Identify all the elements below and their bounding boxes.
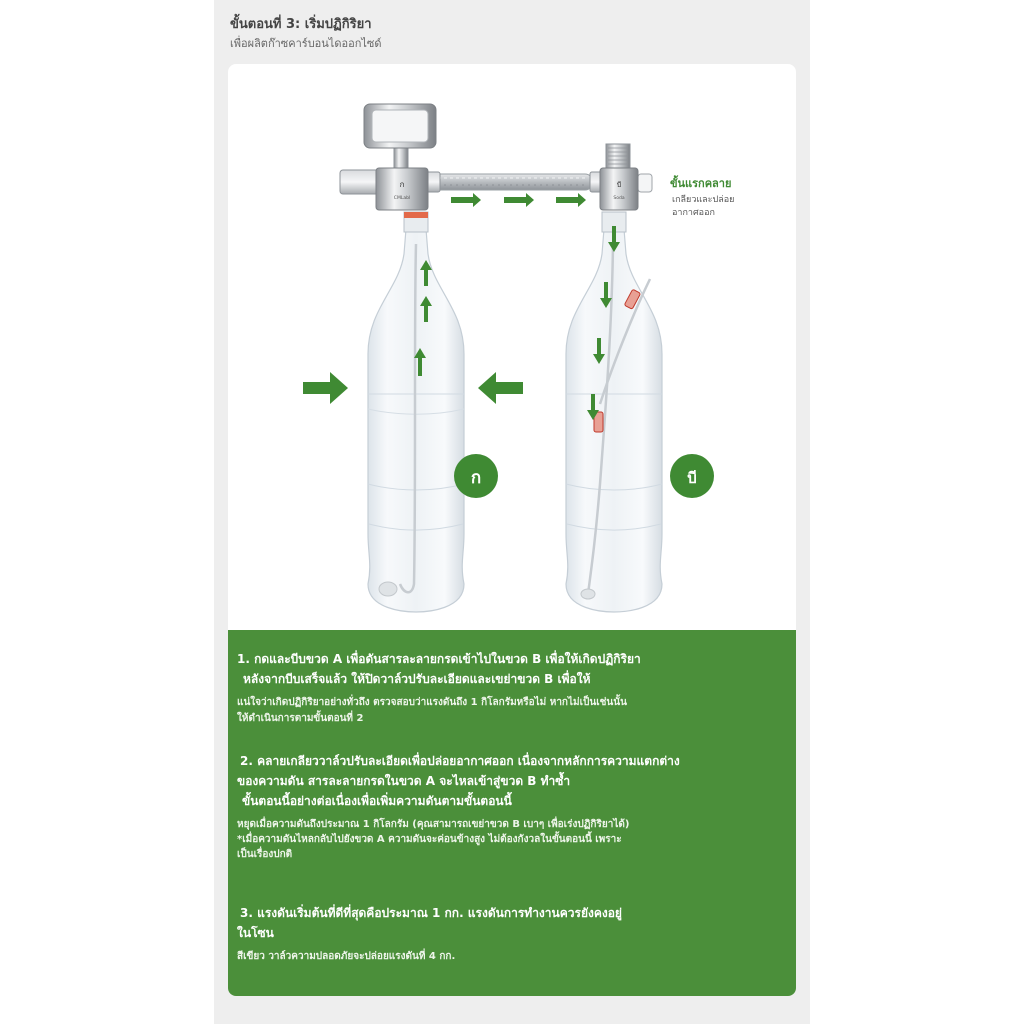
gauge-b-letter: บี bbox=[616, 181, 622, 189]
step-subtitle: เพื่อผลิตก๊าซคาร์บอนไดออกไซด์ bbox=[230, 37, 382, 50]
svg-text:บี: บี bbox=[687, 469, 697, 487]
step1-main-line1: 1. กดและบีบขวด A เพื่อดันสารละลายกรดเข้าไปในขวด B เพื่อให้เกิดปฏิกิริยา bbox=[237, 652, 641, 666]
squeeze-arrow-right bbox=[478, 372, 523, 404]
step1-main-line2: หลังจากบีบเสร็จแล้ว ให้ปิดวาล์วปรับละเอียดและเขย่าขวด B เพื่อให้ bbox=[243, 672, 591, 686]
step2-note-line2: *เมื่อความดันไหลกลับไปยังขวด A ความดันจะค่อนข้างสูง ไม่ต้องกังวลในขั้นตอนนี้ เพราะ bbox=[237, 834, 622, 845]
step2-main-line3: ขั้นตอนนี้อย่างต่อเนื่องเพื่อเพิ่มความดันตามขั้นตอนนี้ bbox=[242, 794, 512, 808]
step1-note-line2: ให้ดำเนินการตามขั้นตอนที่ 2 bbox=[237, 713, 364, 724]
step-title: ขั้นตอนที่ 3: เริ่มปฏิกิริยา bbox=[230, 17, 372, 32]
bottle-b-badge bbox=[670, 454, 714, 498]
bottle-a bbox=[368, 212, 464, 612]
step3-note-line1: สีเขียว วาล์วความปลอดภัยจะปล่อยแรงดันที่ 4 กก. bbox=[237, 951, 456, 962]
content-card bbox=[228, 64, 796, 996]
svg-text:ก: ก bbox=[470, 468, 482, 488]
gauge-b-brand: Soda bbox=[613, 196, 625, 201]
page-header bbox=[230, 14, 794, 52]
bottle-b bbox=[566, 212, 662, 612]
release-sub-2: อากาศออก bbox=[672, 208, 715, 218]
co2-bottle-illustration bbox=[228, 64, 796, 630]
step2-note-line1: หยุดเมื่อความดันถึงประมาณ 1 กิโลกรัม (คุณสามารถเขย่าขวด B เบาๆ เพื่อเร่งปฏิกิริยาได้) bbox=[237, 819, 630, 830]
squeeze-arrow-left bbox=[303, 372, 348, 404]
gauge-a-brand: CMLabl bbox=[393, 196, 411, 201]
regulator-a bbox=[340, 104, 440, 210]
step3-main-line2: ในโซน bbox=[237, 926, 274, 940]
step2-note-line3: เป็นเรื่องปกติ bbox=[237, 849, 293, 860]
release-sub-1: เกลียวและปล่อย bbox=[672, 195, 735, 205]
step3-main-line1: 3. แรงดันเริ่มต้นที่ดีที่สุดคือประมาณ 1 กก. แรงดันการทำงานควรยังคงอยู่ bbox=[240, 906, 622, 920]
gauge-a-letter: ก bbox=[399, 180, 405, 189]
step2-main-line1: 2. คลายเกลียววาล์วปรับละเอียดเพื่อปล่อยอากาศออก เนื่องจากหลักการความแตกต่าง bbox=[240, 754, 680, 768]
instruction-panel bbox=[228, 630, 796, 996]
bottle-a-badge bbox=[454, 454, 498, 498]
step2-main-line2: ของความดัน สารละลายกรดในขวด A จะไหลเข้าสู่ขวด B ทำซ้ำ bbox=[237, 774, 571, 788]
regulator-b bbox=[590, 144, 652, 210]
flow-arrows-horizontal bbox=[451, 193, 586, 207]
page-panel bbox=[214, 0, 810, 1024]
step1-note-line1: แน่ใจว่าเกิดปฏิกิริยาอย่างทั่วถึง ตรวจสอบว่าแรงดันถึง 1 กิโลกรัมหรือไม่ หากไม่เป็นเช่นนั้น bbox=[237, 697, 627, 708]
release-title: ขั้นแรกคลาย bbox=[670, 177, 732, 190]
